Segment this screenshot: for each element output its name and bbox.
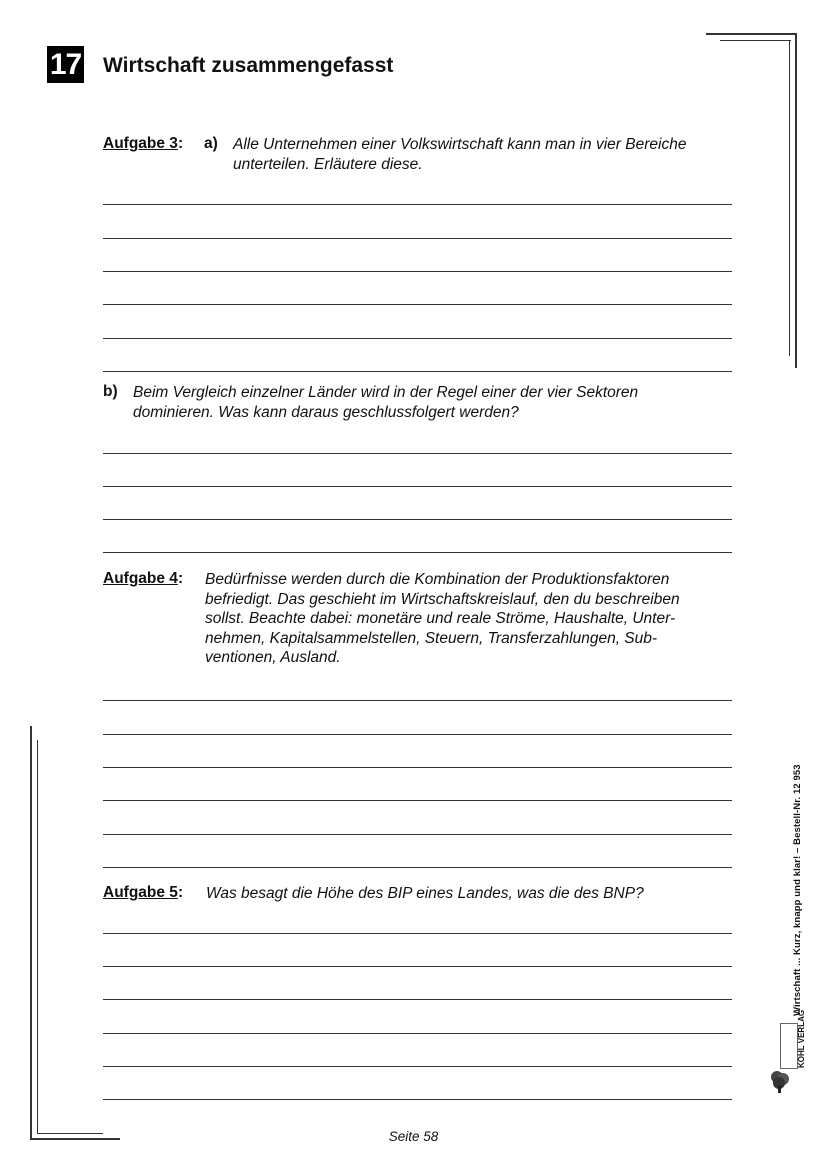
task-4-line: sollst. Beachte dabei: monetäre und reale Ströme, Haushalte, Unter-: [205, 610, 676, 627]
frame-right-vertical: [795, 33, 797, 368]
answer-line[interactable]: [103, 371, 732, 372]
task-3a-line: unterteilen. Erläutere diese.: [233, 155, 423, 173]
task-3-label: [103, 135, 183, 153]
answer-line[interactable]: [103, 486, 732, 487]
task-3b-line: Beim Vergleich einzelner Länder wird in der Regel einer der vier Sektoren: [133, 384, 639, 401]
answer-line[interactable]: [103, 800, 732, 801]
task-3a-marker: a): [204, 135, 218, 152]
task-3a-line: Alle Unternehmen einer Volkswirtschaft kann man in vier Bereiche: [233, 136, 687, 153]
answer-line[interactable]: [103, 304, 732, 305]
answer-line[interactable]: [103, 204, 732, 205]
task-3b-line: dominieren. Was kann daraus geschlussfolgert werden?: [133, 403, 519, 421]
answer-line[interactable]: [103, 834, 732, 835]
answer-line[interactable]: [103, 338, 732, 339]
task-3-label-text: Aufgabe 3: [103, 135, 178, 152]
task-4-line: befriedigt. Das geschieht im Wirtschaftskreislauf, den du beschreiben: [205, 590, 680, 608]
page-number: Seite 58: [388, 1129, 439, 1144]
page-title: Wirtschaft zusammengefasst: [103, 54, 394, 77]
task-5-line: Was besagt die Höhe des BIP eines Landes, was die des BNP?: [206, 885, 644, 902]
task-3-colon: :: [177, 135, 184, 152]
side-order-number-text: Wirtschaft ... Kurz, knapp und klar! – Bestell-Nr. 12 953: [792, 764, 803, 1016]
chapter-number-badge: 17: [47, 46, 84, 83]
publisher-logo-frame: [780, 1023, 798, 1069]
task-5-colon: :: [177, 884, 184, 901]
task-4-line: Bedürfnisse werden durch die Kombination der Produktionsfaktoren: [205, 571, 670, 588]
answer-line[interactable]: [103, 1066, 732, 1067]
task-3a-text: [233, 135, 686, 174]
frame-left-vertical-inner: [37, 740, 38, 1134]
tree-logo-icon: [768, 1068, 792, 1096]
frame-left-vertical: [30, 726, 32, 1140]
task-4-label-text: Aufgabe 4: [103, 570, 178, 587]
answer-line[interactable]: [103, 1099, 732, 1100]
answer-line[interactable]: [103, 867, 732, 868]
task-3b-text: [133, 383, 638, 422]
task-5-label: [103, 884, 183, 902]
task-5-text: [206, 884, 644, 904]
task-5-label-text: Aufgabe 5: [103, 884, 178, 901]
answer-line[interactable]: [103, 966, 732, 967]
frame-right-vertical-inner: [789, 40, 790, 356]
answer-line[interactable]: [103, 453, 732, 454]
answer-line[interactable]: [103, 767, 732, 768]
task-4-line: ventionen, Ausland.: [205, 649, 341, 666]
publisher-logo-text: KOHL VERLAG: [797, 1009, 806, 1068]
answer-line[interactable]: [103, 552, 732, 553]
answer-line[interactable]: [103, 933, 732, 934]
task-4-text: [205, 570, 680, 668]
frame-top-right-horizontal-inner: [720, 40, 791, 41]
answer-line[interactable]: [103, 700, 732, 701]
task-4-colon: :: [177, 570, 184, 587]
task-4-label: [103, 570, 183, 588]
answer-line[interactable]: [103, 519, 732, 520]
task-4-line: nehmen, Kapitalsammelstellen, Steuern, Transferzahlungen, Sub-: [205, 629, 658, 647]
task-3b-marker: b): [103, 383, 118, 400]
answer-line[interactable]: [103, 271, 732, 272]
answer-line[interactable]: [103, 734, 732, 735]
answer-line[interactable]: [103, 999, 732, 1000]
answer-line[interactable]: [103, 238, 732, 239]
frame-top-right-horizontal: [706, 33, 797, 35]
answer-line[interactable]: [103, 1033, 732, 1034]
